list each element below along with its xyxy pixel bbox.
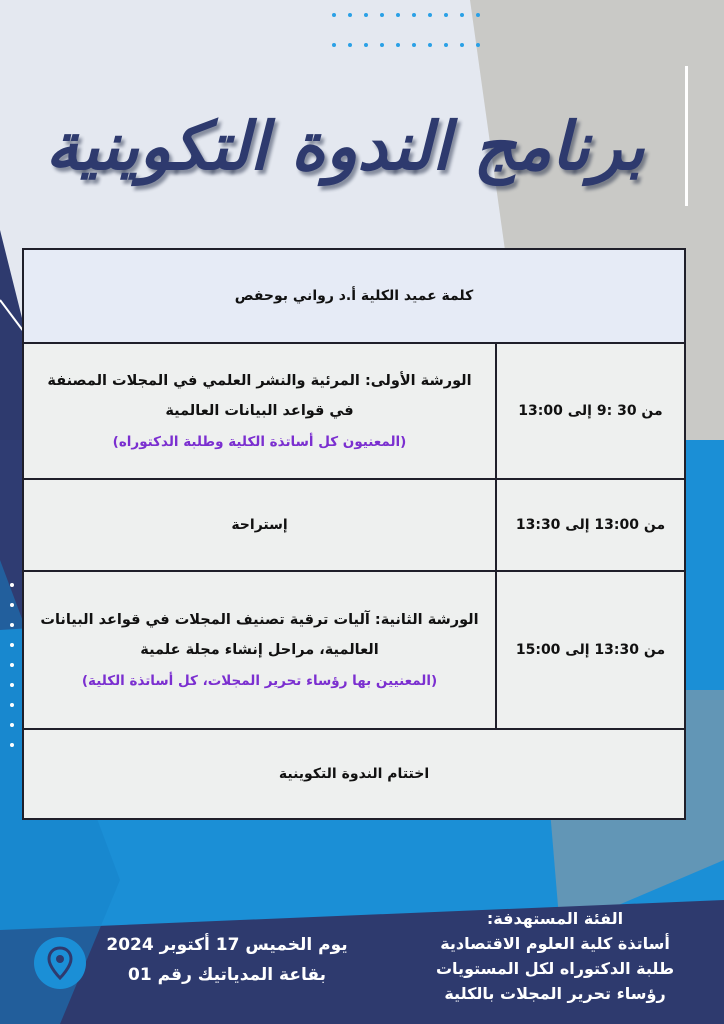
closing-cell: اختتام الندوة التكوينية (23, 729, 685, 819)
table-row-break (23, 479, 685, 571)
decorative-dots-top (330, 10, 495, 50)
table-row-workshop2 (23, 571, 685, 729)
workshop1-title-line2: في قواعد البيانات العالمية (165, 403, 354, 419)
page-title: برنامج الندوة التكوينية (45, 108, 645, 185)
location-pin-icon (33, 936, 87, 990)
workshop2-title-line2: العالمية، مراحل إنشاء مجلة علمية (140, 642, 379, 658)
workshop2-audience: (المعنيين بها رؤساء تحرير المجلات، كل أساتذة الكلية) (81, 673, 438, 689)
program-table (22, 248, 686, 820)
table-row-closing (23, 729, 685, 819)
break-time: من 13:00 إلى 13:30 (496, 479, 685, 571)
break-cell: إستراحة (23, 479, 496, 571)
event-venue: بقاعة المدياتيك رقم 01 (128, 965, 326, 985)
opening-cell: كلمة عميد الكلية أ.د رواني بوحفص (23, 249, 685, 343)
event-date-venue (92, 930, 362, 990)
workshop2-title-line1: الورشة الثانية: آليات ترقية تصنيف المجلات في قواعد البيانات (40, 612, 479, 628)
target-heading: الفئة المستهدفة: (486, 909, 624, 928)
workshop1-cell (23, 343, 496, 479)
workshop1-time: من 30 :9 إلى 13:00 (496, 343, 685, 479)
target-audience (400, 906, 710, 1006)
target-line: طلبة الدكتوراه لكل المستويات (435, 959, 675, 978)
table-row-workshop1 (23, 343, 685, 479)
workshop2-time: من 13:30 إلى 15:00 (496, 571, 685, 729)
event-date: يوم الخميس 17 أكتوبر 2024 (106, 935, 348, 955)
workshop1-title-line1: الورشة الأولى: المرئية والنشر العلمي في المجلات المصنفة (47, 373, 472, 389)
decorative-vertical-line (685, 66, 688, 206)
workshop1-audience: (المعنيون كل أساتذة الكلية وطلبة الدكتوراه) (112, 434, 407, 450)
target-line: أساتذة كلية العلوم الاقتصادية (440, 934, 670, 953)
decorative-dots-left (6, 580, 18, 750)
workshop2-cell (23, 571, 496, 729)
table-row-opening (23, 249, 685, 343)
target-line: رؤساء تحرير المجلات بالكلية (444, 984, 666, 1003)
